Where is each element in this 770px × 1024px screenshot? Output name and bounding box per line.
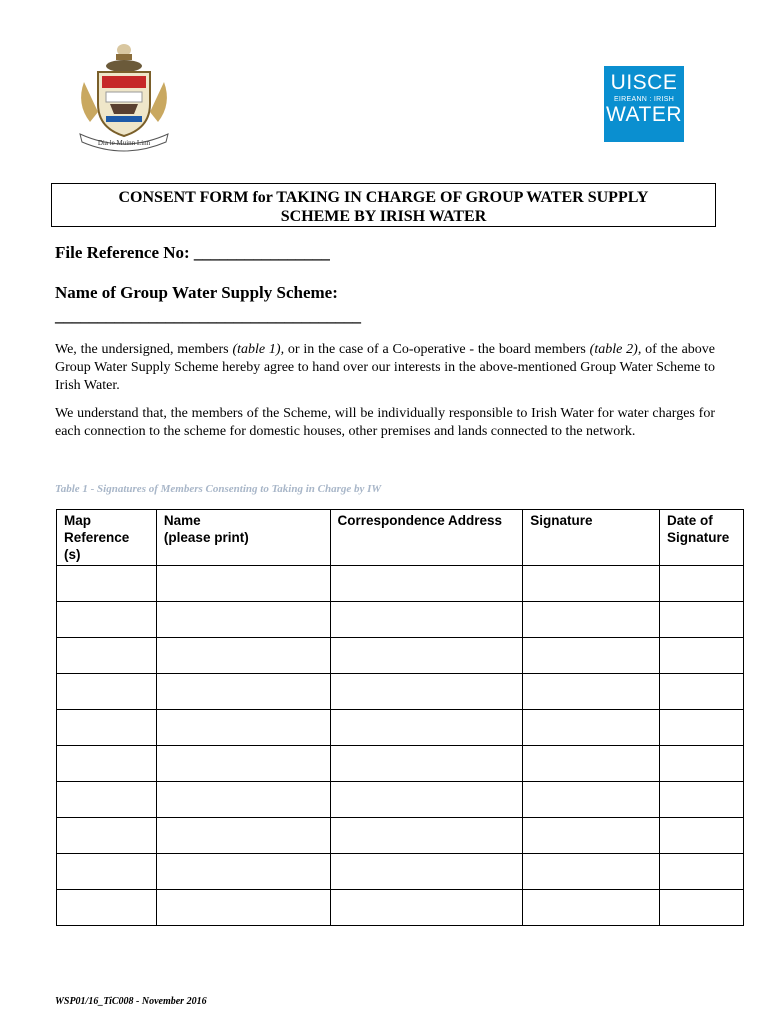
table-header-row xyxy=(57,510,744,566)
table-row xyxy=(57,638,744,674)
table-row xyxy=(57,818,744,854)
date-cell[interactable] xyxy=(660,674,744,710)
signature-cell[interactable] xyxy=(523,566,660,602)
form-title-line2: SCHEME BY IRISH WATER xyxy=(280,208,487,225)
p1-table2-ref: (table 2), xyxy=(589,342,642,357)
file-reference-field[interactable] xyxy=(55,243,330,263)
logo-line2: EIREANN : IRISH xyxy=(613,96,675,103)
date-cell[interactable] xyxy=(660,746,744,782)
signature-cell[interactable] xyxy=(523,854,660,890)
address-cell[interactable] xyxy=(330,566,523,602)
map-reference-cell[interactable] xyxy=(57,890,157,926)
table-row xyxy=(57,602,744,638)
file-reference-label: File Reference No: xyxy=(55,243,190,262)
name-cell[interactable] xyxy=(156,710,330,746)
irish-water-logo xyxy=(604,66,684,142)
date-cell[interactable] xyxy=(660,566,744,602)
p1-text-c: of the above Group Water Supply Scheme hereby agree to hand over our interests in the above-mentioned Group Water Scheme to Irish Water. xyxy=(55,342,715,393)
map-reference-cell[interactable] xyxy=(57,602,157,638)
name-cell[interactable] xyxy=(156,854,330,890)
address-cell[interactable] xyxy=(330,818,523,854)
header-map-reference: Map Reference (s) xyxy=(57,510,157,566)
name-cell[interactable] xyxy=(156,746,330,782)
table-row xyxy=(57,566,744,602)
map-reference-cell[interactable] xyxy=(57,674,157,710)
table-row xyxy=(57,710,744,746)
signature-cell[interactable] xyxy=(523,674,660,710)
name-cell[interactable] xyxy=(156,782,330,818)
signature-cell[interactable] xyxy=(523,746,660,782)
map-reference-cell[interactable] xyxy=(57,854,157,890)
form-title xyxy=(51,183,716,227)
logo-line1: UISCE xyxy=(610,71,678,94)
responsibility-paragraph: We understand that, the members of the Scheme, will be individually responsible to Irish Water for water charges for each connection to the scheme for domestic houses, other premises and lands connected to the network. xyxy=(55,406,715,439)
map-reference-cell[interactable] xyxy=(57,638,157,674)
table-row xyxy=(57,746,744,782)
map-reference-cell[interactable] xyxy=(57,818,157,854)
table-caption: Table 1 - Signatures of Members Consenting to Taking in Charge by IW xyxy=(55,483,382,495)
name-cell[interactable] xyxy=(156,818,330,854)
signature-cell[interactable] xyxy=(523,890,660,926)
header-address: Correspondence Address xyxy=(330,510,523,566)
address-cell[interactable] xyxy=(330,602,523,638)
table-row xyxy=(57,674,744,710)
name-cell[interactable] xyxy=(156,890,330,926)
date-cell[interactable] xyxy=(660,782,744,818)
header-name: Name (please print) xyxy=(156,510,330,566)
signature-cell[interactable] xyxy=(523,818,660,854)
agreement-paragraph xyxy=(55,341,715,395)
name-cell[interactable] xyxy=(156,566,330,602)
map-reference-cell[interactable] xyxy=(57,746,157,782)
table-row xyxy=(57,854,744,890)
header-signature: Signature xyxy=(523,510,660,566)
address-cell[interactable] xyxy=(330,746,523,782)
table-row xyxy=(57,890,744,926)
map-reference-cell[interactable] xyxy=(57,710,157,746)
p1-text-b: or in the case of a Co-operative - the board members xyxy=(284,342,590,357)
address-cell[interactable] xyxy=(330,674,523,710)
scheme-name-blank[interactable]: ____________________________________ xyxy=(55,306,361,325)
p1-table1-ref: (table 1), xyxy=(232,342,285,357)
form-title-line1: CONSENT FORM for TAKING IN CHARGE OF GROUP WATER SUPPLY xyxy=(118,189,649,206)
name-cell[interactable] xyxy=(156,638,330,674)
address-cell[interactable] xyxy=(330,890,523,926)
name-cell[interactable] xyxy=(156,674,330,710)
date-cell[interactable] xyxy=(660,818,744,854)
date-cell[interactable] xyxy=(660,638,744,674)
council-crest xyxy=(66,42,182,154)
map-reference-cell[interactable] xyxy=(57,782,157,818)
date-cell[interactable] xyxy=(660,602,744,638)
address-cell[interactable] xyxy=(330,782,523,818)
date-cell[interactable] xyxy=(660,890,744,926)
name-cell[interactable] xyxy=(156,602,330,638)
header-date: Date of Signature xyxy=(660,510,744,566)
signature-cell[interactable] xyxy=(523,602,660,638)
signature-cell[interactable] xyxy=(523,638,660,674)
scheme-name-label: Name of Group Water Supply Scheme: xyxy=(55,283,338,302)
file-reference-blank[interactable]: ________________ xyxy=(193,243,330,262)
table-row xyxy=(57,782,744,818)
p1-text-a: We, the undersigned, members xyxy=(55,342,233,357)
map-reference-cell[interactable] xyxy=(57,566,157,602)
crest-motto: Dia le Muinn Linn xyxy=(97,139,151,147)
logo-line3: WATER xyxy=(606,103,682,126)
signatures-table xyxy=(56,509,744,926)
document-footer: WSP01/16_TiC008 - November 2016 xyxy=(55,996,207,1007)
address-cell[interactable] xyxy=(330,638,523,674)
address-cell[interactable] xyxy=(330,710,523,746)
signature-cell[interactable] xyxy=(523,782,660,818)
address-cell[interactable] xyxy=(330,854,523,890)
date-cell[interactable] xyxy=(660,710,744,746)
signature-cell[interactable] xyxy=(523,710,660,746)
date-cell[interactable] xyxy=(660,854,744,890)
